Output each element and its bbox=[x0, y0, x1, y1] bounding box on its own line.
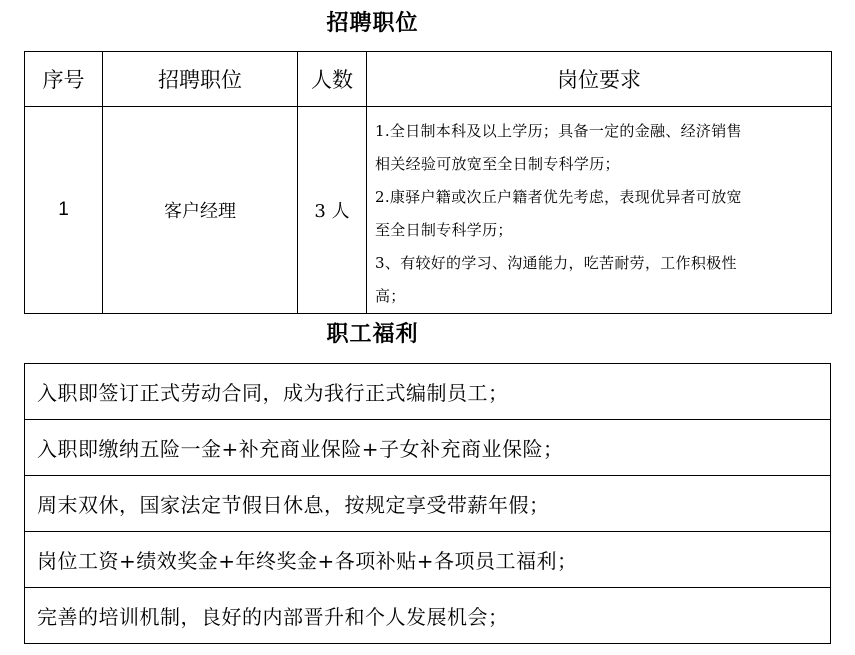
table-row bbox=[25, 420, 831, 476]
header-index: 序号 bbox=[25, 52, 103, 107]
requirement-line: 至全日制专科学历； bbox=[375, 221, 513, 239]
benefits-section-title: 职工福利 bbox=[326, 322, 419, 347]
benefits-table bbox=[24, 363, 831, 644]
requirement-line: 相关经验可放宽至全日制专科学历； bbox=[375, 155, 620, 173]
header-count: 人数 bbox=[298, 52, 367, 107]
table-row bbox=[25, 107, 832, 314]
table-row bbox=[25, 588, 831, 644]
requirement-line: 1.全日制本科及以上学历；具备一定的金融、经济销售 bbox=[375, 122, 742, 140]
row-count: 3 人 bbox=[298, 107, 367, 314]
header-requirements: 岗位要求 bbox=[367, 52, 832, 107]
benefit-item: 完善的培训机制，良好的内部晋升和个人发展机会； bbox=[25, 588, 831, 644]
positions-table-header-row bbox=[25, 52, 832, 107]
positions-section-title: 招聘职位 bbox=[326, 11, 419, 36]
benefit-item: 入职即缴纳五险一金+补充商业保险+子女补充商业保险； bbox=[25, 420, 831, 476]
benefit-item: 周末双休，国家法定节假日休息，按规定享受带薪年假； bbox=[25, 476, 831, 532]
requirement-line: 3、有较好的学习、沟通能力，吃苦耐劳，工作积极性 bbox=[375, 254, 737, 272]
row-index: 1 bbox=[25, 107, 103, 314]
requirement-line: 高； bbox=[375, 287, 406, 305]
row-position: 客户经理 bbox=[103, 107, 298, 314]
table-row bbox=[25, 364, 831, 420]
requirement-line: 2.康驿户籍或次丘户籍者优先考虑，表现优异者可放宽 bbox=[375, 188, 742, 206]
row-requirements bbox=[367, 107, 832, 314]
positions-table bbox=[24, 51, 832, 314]
benefit-item: 入职即签订正式劳动合同，成为我行正式编制员工； bbox=[25, 364, 831, 420]
benefit-item: 岗位工资+绩效奖金+年终奖金+各项补贴+各项员工福利； bbox=[25, 532, 831, 588]
table-row bbox=[25, 532, 831, 588]
table-row bbox=[25, 476, 831, 532]
header-position: 招聘职位 bbox=[103, 52, 298, 107]
